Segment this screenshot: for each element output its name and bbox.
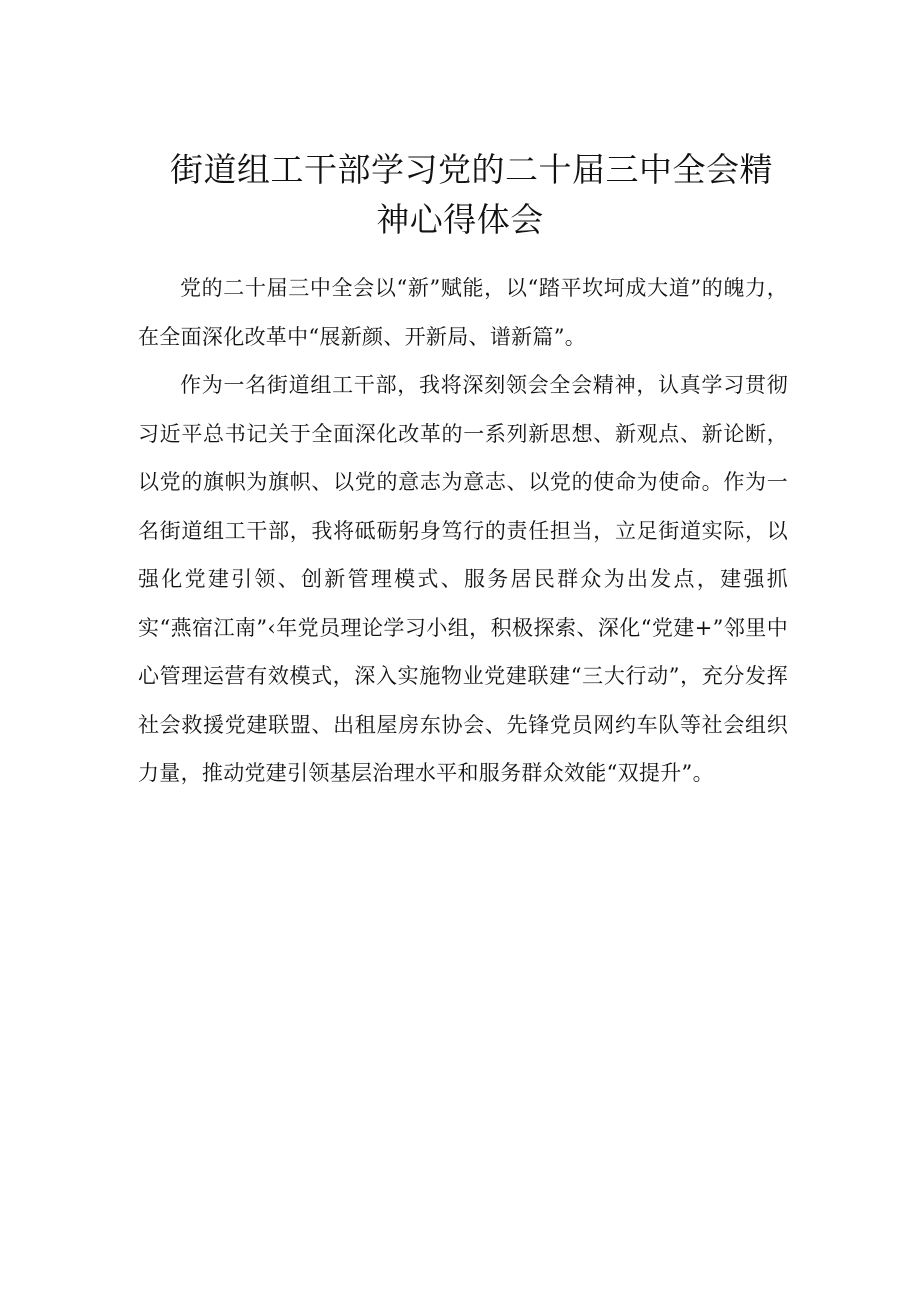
document-body — [138, 264, 788, 798]
document-title-line-2: 神心得体会 — [376, 200, 544, 239]
document-title — [170, 145, 773, 245]
paragraph-1: 党的二十届三中全会以“新”赋能，以“踏平坎坷成大道”的魄力，在全面深化改革中“展新颜、开新局、谱新篇”。 — [138, 276, 788, 349]
document-title-line-1: 街道组工干部学习党的二十届三中全会精 — [170, 150, 773, 189]
paragraph-2: 作为一名街道组工干部，我将深刻领会全会精神，认真学习贯彻习近平总书记关于全面深化改革的一系列新思想、新观点、新论断，以党的旗帜为旗帜、以党的意志为意志、以党的使命为使命。作为一名街道组工干部，我将砥砺躬身笃行的责任担当，立足街道实际，以强化党建引领、创新管理模式、服务居民群众为出发点，建强抓实“燕宿江南”‹年党员理论学习小组，积极探索、深化“党建+”邻里中心管理运营有效模式，深入实施物业党建联建“三大行动”，充分发挥社会救援党建联盟、出租屋房东协会、先锋党员网约车队等社会组织力量，推动党建引领基层治理水平和服务群众效能“双提升”。 — [138, 373, 788, 785]
